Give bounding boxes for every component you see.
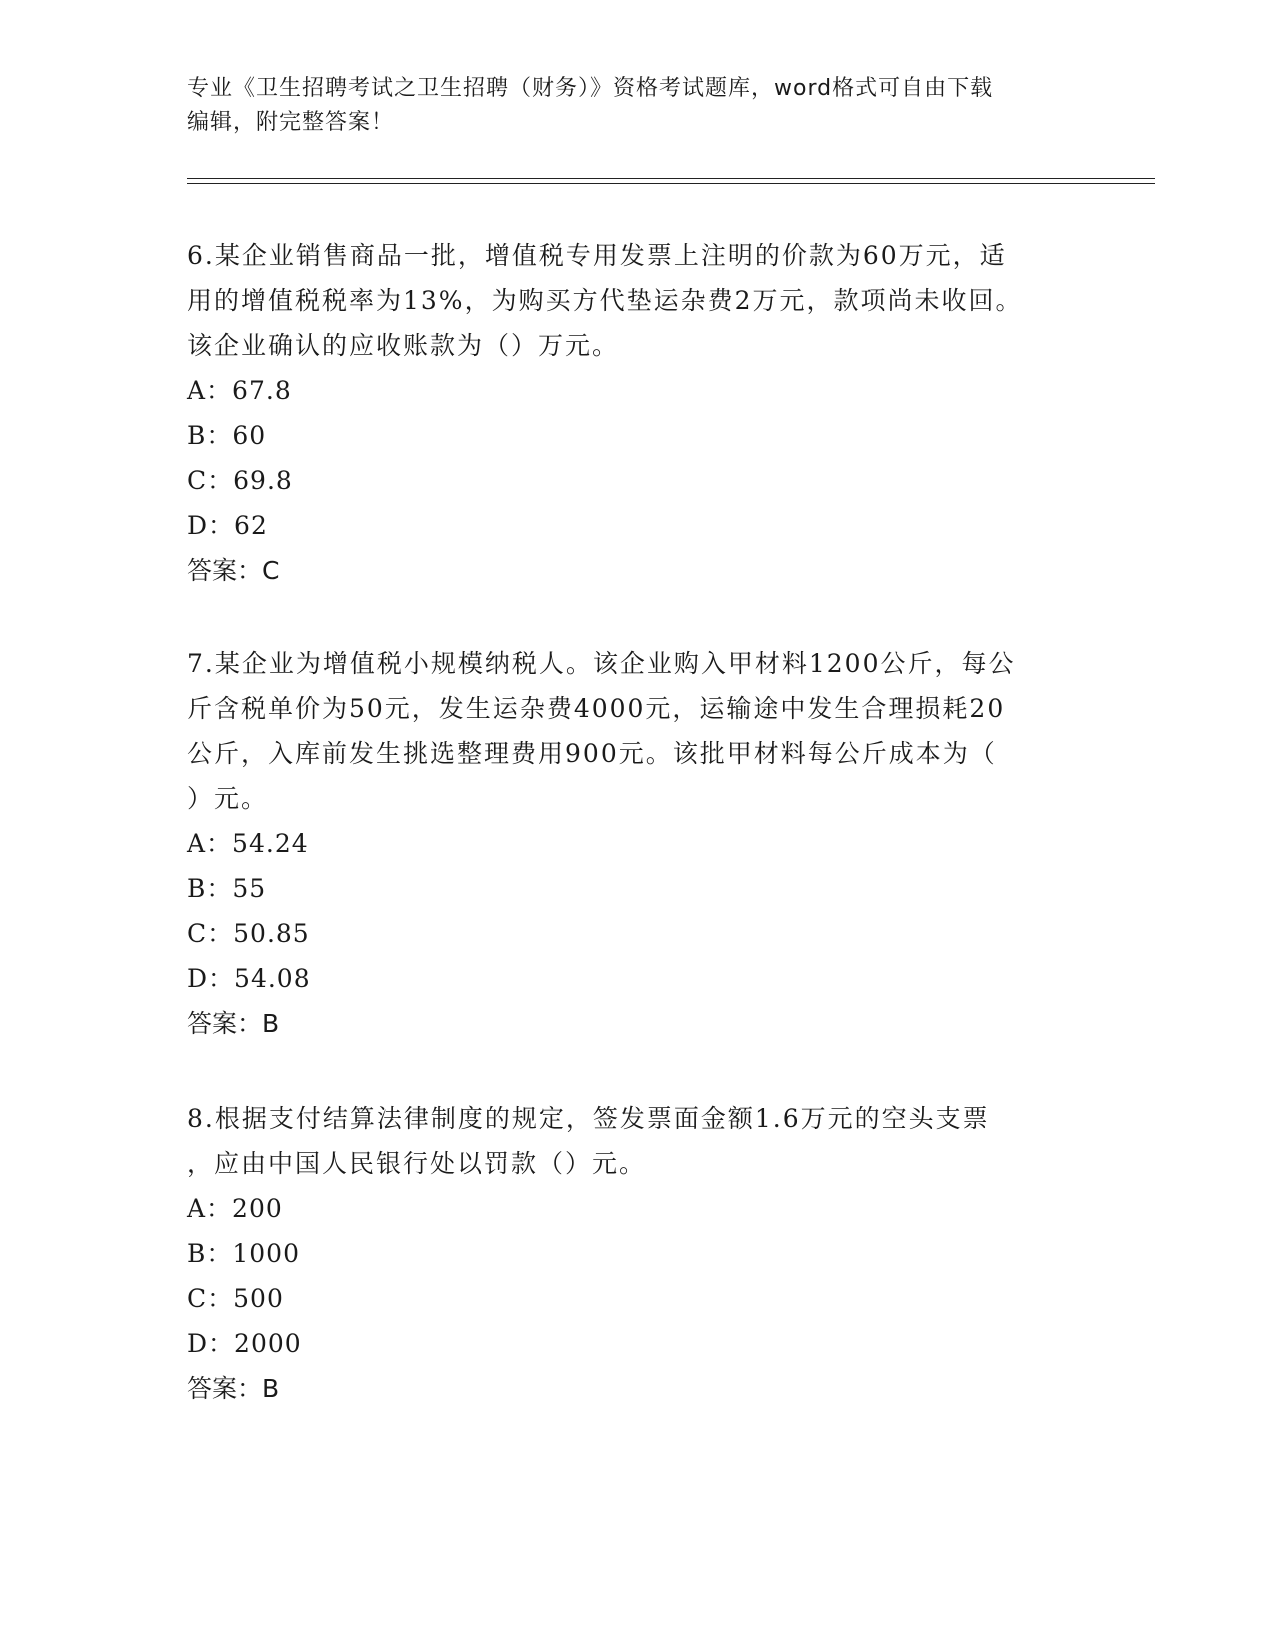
option-b: B：1000 xyxy=(187,1239,300,1268)
question-8 xyxy=(187,1096,1067,1411)
answer-line: 答案：B xyxy=(187,1374,280,1403)
option-a: A：67.8 xyxy=(187,376,292,405)
option-a: A：200 xyxy=(187,1194,283,1223)
question-stem-line: 斤含税单价为50元，发生运杂费4000元，运输途中发生合理损耗20 xyxy=(187,694,1006,723)
header-divider-top xyxy=(187,178,1155,179)
option-a: A：54.24 xyxy=(187,829,309,858)
option-c: C：500 xyxy=(187,1284,284,1313)
question-6 xyxy=(187,233,1067,593)
option-d: D：2000 xyxy=(187,1329,302,1358)
question-stem-line: 7.某企业为增值税小规模纳税人。该企业购入甲材料1200公斤，每公 xyxy=(187,649,1016,678)
option-d: D：62 xyxy=(187,511,268,540)
question-stem-line: 6.某企业销售商品一批，增值税专用发票上注明的价款为60万元，适 xyxy=(187,241,1007,270)
header-divider-bottom xyxy=(187,183,1155,184)
question-stem-line: ，应由中国人民银行处以罚款（）元。 xyxy=(187,1149,647,1178)
question-stem-line: 8.根据支付结算法律制度的规定，签发票面金额1.6万元的空头支票 xyxy=(187,1104,990,1133)
option-c: C：50.85 xyxy=(187,919,310,948)
header-line-1: 专业《卫生招聘考试之卫生招聘（财务）》资格考试题库，word格式可自由下载 xyxy=(187,76,994,101)
answer-line: 答案：C xyxy=(187,556,280,585)
question-7 xyxy=(187,641,1067,1046)
question-stem-line: 公斤，入库前发生挑选整理费用900元。该批甲材料每公斤成本为（ xyxy=(187,739,997,768)
question-stem-line: ）元。 xyxy=(187,784,269,813)
option-b: B：55 xyxy=(187,874,267,903)
document-header xyxy=(187,72,1087,140)
question-stem-line: 用的增值税税率为13%，为购买方代垫运杂费2万元，款项尚未收回。 xyxy=(187,286,1023,315)
question-stem-line: 该企业确认的应收账款为（）万元。 xyxy=(187,331,620,360)
header-line-2: 编辑，附完整答案！ xyxy=(187,110,395,135)
option-d: D：54.08 xyxy=(187,964,311,993)
option-b: B：60 xyxy=(187,421,267,450)
option-c: C：69.8 xyxy=(187,466,293,495)
answer-line: 答案：B xyxy=(187,1009,280,1038)
